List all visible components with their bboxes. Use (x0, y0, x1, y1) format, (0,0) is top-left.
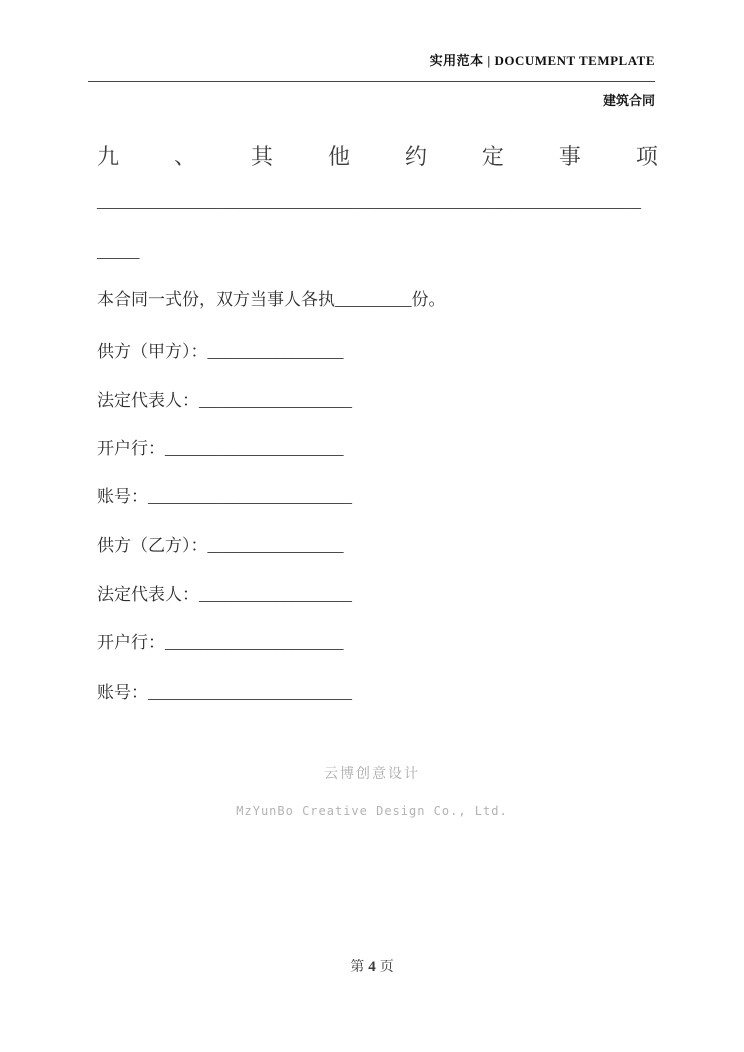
form-field-supplier-party-a: 供方（甲方）：________________ (97, 342, 344, 361)
page-number-suffix: 页 (379, 960, 394, 975)
page-number-value: 4 (368, 959, 376, 975)
header-doc-type: 建筑合同 (602, 93, 655, 108)
header-brand-text: 实用范本 | DOCUMENT TEMPLATE (429, 53, 655, 68)
form-field-supplier-party-b: 供方（乙方）：________________ (97, 536, 344, 555)
fill-in-blank-line-1: ________________________________________________________________ (97, 192, 641, 211)
contract-copies-paragraph: 本合同一式份，双方当事人各执_________份。 (97, 290, 446, 309)
title-char: 九 (97, 144, 120, 169)
form-field-legal-representative-b: 法定代表人：__________________ (97, 585, 352, 604)
section-title (97, 140, 658, 171)
title-char: 事 (558, 144, 581, 169)
form-field-bank-a: 开户行：_____________________ (97, 439, 344, 458)
title-char: 其 (250, 144, 273, 169)
fill-in-blank-line-2: _____ (97, 242, 140, 261)
title-char: 、 (173, 144, 196, 169)
watermark-english: MzYunBo Creative Design Co., Ltd. (236, 804, 508, 818)
form-field-bank-b: 开户行：_____________________ (97, 633, 344, 652)
form-field-account-number-a: 账号：________________________ (97, 487, 352, 506)
page-number (0, 956, 744, 976)
watermark-chinese: 云博创意设计 (324, 767, 420, 782)
page-number-prefix: 第 (350, 960, 365, 975)
page-header (88, 50, 655, 109)
header-divider (88, 81, 655, 82)
title-char: 项 (635, 144, 658, 169)
title-char: 他 (327, 144, 350, 169)
form-field-legal-representative-a: 法定代表人：__________________ (97, 391, 352, 410)
form-field-account-number-b: 账号：________________________ (97, 683, 352, 702)
title-char: 约 (404, 144, 427, 169)
title-char: 定 (481, 144, 504, 169)
